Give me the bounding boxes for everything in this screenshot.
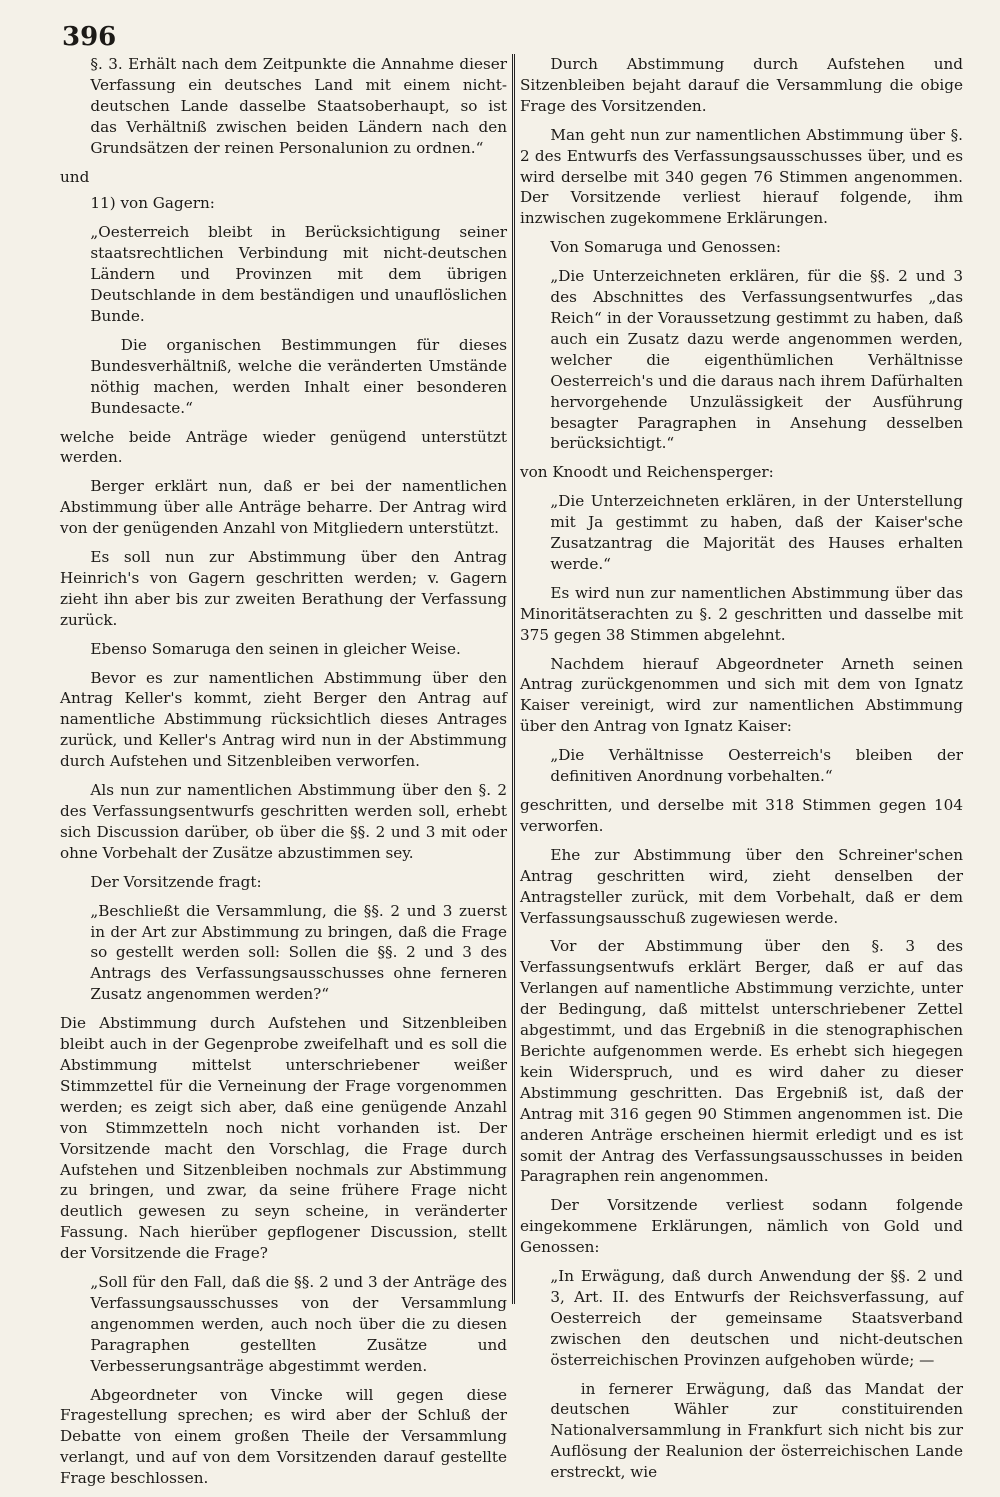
paragraph: Die organischen Bestimmungen für dieses Bundesverhältniß, welche die veränderten Umstände nöthig machen, werden Inhalt einer besonderen Bundesacte.“ (90, 335, 507, 417)
left-column (60, 54, 507, 1497)
paragraph: „Die Unterzeichneten erklären, für die §§. 2 und 3 des Abschnittes des Verfassungsentwurfes „das Reich“ in der Voraussetzung gestimmt zu haben, daß auch ein Zusatz dazu werde angenommen werden, welcher die eigenthümlichen Verhältnisse Oesterreich's und die daraus nach ihrem Dafürhalten hervorgehende Unzulässigkeit der Ausführung besagter Paragraphen in Ansehung desselben berücksichtigt.“ (550, 267, 963, 453)
paragraph: in fernerer Erwägung, daß das Mandat der deutschen Wähler zur constituirenden Nationalversammlung in Frankfurt sich nicht bis zur Auflösung der Realunion der österreichischen Lande erstreckt, wie (550, 1379, 963, 1482)
paragraph: Es soll nun zur Abstimmung über den Antrag Heinrich's von Gagern geschritten werden; v. Gagern zieht ihn aber bis zur zweiten Berathung der Verfassung zurück. (60, 548, 507, 629)
paragraph: Es wird nun zur namentlichen Abstimmung über das Minoritätserachten zu §. 2 geschritten und dasselbe mit 375 gegen 38 Stimmen abgelehnt. (520, 583, 963, 644)
paragraph: „In Erwägung, daß durch Anwendung der §§. 2 und 3, Art. II. des Entwurfs der Reichsverfassung, auf Oesterreich der gemeinsame Staatsverband zwischen den deutschen und nicht-deutschen österreichischen Provinzen aufgehoben würde; — (550, 1267, 963, 1369)
paragraph: Als nun zur namentlichen Abstimmung über den §. 2 des Verfassungsentwurfs geschritten werden soll, erhebt sich Discussion darüber, ob über die §§. 2 und 3 mit oder ohne Vorbehalt der Zusätze abzustimmen sey. (60, 781, 507, 862)
paragraph: „Beschließt die Versammlung, die §§. 2 und 3 zuerst in der Art zur Abstimmung zu bringen, daß die Frage so gestellt werden soll: Sollen die §§. 2 und 3 des Antrags des Verfassungsausschusses ohne ferneren Zusatz angenommen werden?“ (90, 901, 507, 1004)
paragraph: „Soll für den Fall, daß die §§. 2 und 3 der Anträge des Verfassungsausschusses von der Versammlung angenommen werden, auch noch über die zu diesen Paragraphen gestellten Zusätze und Verbesserungsanträge abgestimmt werden. (90, 1273, 507, 1375)
paragraph: Ehe zur Abstimmung über den Schreiner'schen Antrag geschritten wird, zieht denselben der Antragsteller zurück, mit dem Vorbehalt, daß er dem Verfassungsausschuß zugewiesen werde. (520, 845, 963, 927)
paragraph: „Die Unterzeichneten erklären, in der Unterstellung mit Ja gestimmt zu haben, daß der Kaiser'sche Zusatzantrag die Majorität des Hauses erhalten werde.“ (550, 492, 963, 573)
paragraph: Der Vorsitzende verliest sodann folgende eingekommene Erklärungen, nämlich von Gold und Genossen: (520, 1196, 963, 1257)
page-number: 396 (62, 22, 117, 52)
paragraph: Der Vorsitzende fragt: (90, 872, 262, 891)
column-divider (512, 54, 515, 1304)
paragraph: Vor der Abstimmung über den §. 3 des Verfassungsentwufs erklärt Berger, daß er auf das Verlangen auf namentliche Abstimmung verzichte, unter der Bedingung, daß mittelst unterschriebener Zettel abgestimmt, und das Ergebniß in die stenographischen Berichte aufgenommen werde. Es erhebt sich hiegegen kein Widerspruch, und es wird daher zu dieser Abstimmung geschritten. Das Ergebniß ist, daß der Antrag mit 316 gegen 90 Stimmen angenommen ist. Die anderen Anträge erscheinen hiermit erledigt und es ist somit der Antrag des Verfassungsausschusses in beiden Paragraphen rein angenommen. (520, 937, 963, 1186)
paragraph: Abgeordneter von Vincke will gegen diese Fragestellung sprechen; es wird aber der Schluß der Debatte von einem großen Theile der Versammlung verlangt, und auf von dem Vorsitzenden darauf gestellte Frage beschlossen. (60, 1385, 507, 1488)
paragraph: und (60, 167, 90, 186)
paragraph: geschritten, und derselbe mit 318 Stimmen gegen 104 verworfen. (520, 796, 963, 835)
paragraph: Die Abstimmung durch Aufstehen und Sitzenbleiben bleibt auch in der Gegenprobe zweifelhaft und es soll die Abstimmung mittelst unterschriebener weißer Stimmzettel für die Verneinung der Frage vorgenommen werden; es zeigt sich aber, daß eine genügende Anzahl von Stimmzetteln noch nicht vorhanden ist. Der Vorsitzende macht den Vorschlag, die Frage durch Aufstehen und Sitzenbleiben nochmals zur Abstimmung zu bringen, und zwar, da seine frühere Frage nicht deutlich gewesen zu seyn scheine, in veränderter Fassung. Nach hierüber gepflogener Discussion, stellt der Vorsitzende die Frage? (60, 1014, 507, 1263)
paragraph: Berger erklärt nun, daß er bei der namentlichen Abstimmung über alle Anträge beharre. Der Antrag wird von der genügenden Anzahl von Mitgliedern unterstützt. (60, 477, 507, 538)
paragraph: §. 3. Erhält nach dem Zeitpunkte die Annahme dieser Verfassung ein deutsches Land mit einem nicht-deutschen Lande dasselbe Staatsoberhaupt, so ist das Verhältniß zwischen beiden Ländern nach den Grundsätzen der reinen Personalunion zu ordnen.“ (90, 55, 507, 157)
paragraph: welche beide Anträge wieder genügend unterstützt werden. (60, 427, 507, 467)
paragraph: Durch Abstimmung durch Aufstehen und Sitzenbleiben bejaht darauf die Versammlung die obige Frage des Vorsitzenden. (520, 55, 963, 115)
paragraph: „Oesterreich bleibt in Berücksichtigung seiner staatsrechtlichen Verbindung mit nicht-deutschen Ländern und Provinzen mit dem übrigen Deutschlande in dem beständigen und unauflöslichen Bunde. (90, 223, 507, 325)
paragraph: Nachdem hierauf Abgeordneter Arneth seinen Antrag zurückgenommen und sich mit dem von Ignatz Kaiser vereinigt, wird zur namentlichen Abstimmung über den Antrag von Ignatz Kaiser: (520, 654, 963, 736)
right-column (520, 54, 963, 1491)
paragraph: Ebenso Somaruga den seinen in gleicher Weise. (90, 639, 461, 658)
paragraph: 11) von Gagern: (90, 194, 215, 213)
paragraph: von Knoodt und Reichensperger: (520, 463, 774, 482)
paragraph: „Die Verhältnisse Oesterreich's bleiben der definitiven Anordnung vorbehalten.“ (550, 746, 963, 786)
paragraph: Bevor es zur namentlichen Abstimmung über den Antrag Keller's kommt, zieht Berger den Antrag auf namentliche Abstimmung rücksichtlich dieses Antrages zurück, und Keller's Antrag wird nun in der Abstimmung durch Aufstehen und Sitzenbleiben verworfen. (60, 668, 507, 771)
paragraph: Man geht nun zur namentlichen Abstimmung über §. 2 des Entwurfs des Verfassungsausschusses über, und es wird derselbe mit 340 gegen 76 Stimmen angenommen. Der Vorsitzende verliest hierauf folgende, ihm inzwischen zugekommene Erklärungen. (520, 125, 963, 228)
paragraph: Von Somaruga und Genossen: (550, 238, 781, 257)
